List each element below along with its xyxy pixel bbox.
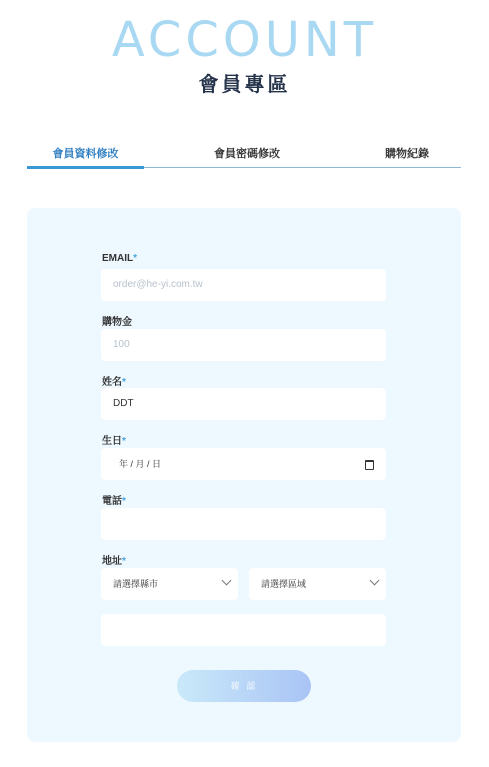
- birthday-label-text: 生日: [102, 436, 122, 447]
- city-select-label: 請選擇縣市: [113, 579, 159, 589]
- page-header: [0, 14, 489, 97]
- required-mark: *: [133, 253, 138, 264]
- email-label-text: EMAIL: [102, 253, 134, 264]
- points-field[interactable]: 100: [101, 329, 386, 361]
- required-mark: *: [122, 436, 126, 447]
- email-label: [102, 253, 137, 264]
- active-tab-indicator: [27, 166, 144, 169]
- required-mark: *: [122, 556, 126, 567]
- district-select[interactable]: [249, 568, 386, 600]
- page-subtitle: 會員專區: [198, 74, 291, 96]
- name-field[interactable]: DDT: [101, 388, 386, 420]
- chevron-down-icon: [222, 576, 232, 586]
- tab-profile-edit[interactable]: 會員資料修改: [52, 148, 119, 160]
- submit-button[interactable]: 確 認: [177, 670, 311, 702]
- tab-bar: [27, 145, 461, 168]
- address-label-text: 地址: [102, 556, 122, 567]
- name-label-text: 姓名: [102, 377, 122, 388]
- email-field[interactable]: order@he-yi.com.tw: [101, 269, 386, 301]
- city-select[interactable]: [101, 568, 238, 600]
- calendar-icon[interactable]: [365, 460, 374, 470]
- tab-password-edit[interactable]: 會員密碼修改: [214, 148, 280, 160]
- phone-label: [102, 492, 126, 507]
- street-address-field[interactable]: [101, 614, 386, 646]
- phone-field[interactable]: [101, 508, 386, 540]
- phone-label-text: 電話: [102, 496, 122, 507]
- birthday-field[interactable]: [101, 448, 386, 480]
- chevron-down-icon: [370, 576, 380, 586]
- required-mark: *: [122, 496, 126, 507]
- tab-order-history[interactable]: 購物紀錄: [385, 148, 429, 160]
- points-label: 購物金: [102, 317, 132, 328]
- name-label: [102, 373, 126, 388]
- required-mark: *: [122, 377, 126, 388]
- address-label: [102, 552, 126, 567]
- district-select-label: 請選擇區域: [261, 579, 307, 589]
- birthday-display: 年 / 月 / 日: [119, 459, 162, 469]
- birthday-label: [102, 432, 126, 447]
- page-title: ACCOUNT: [111, 12, 378, 68]
